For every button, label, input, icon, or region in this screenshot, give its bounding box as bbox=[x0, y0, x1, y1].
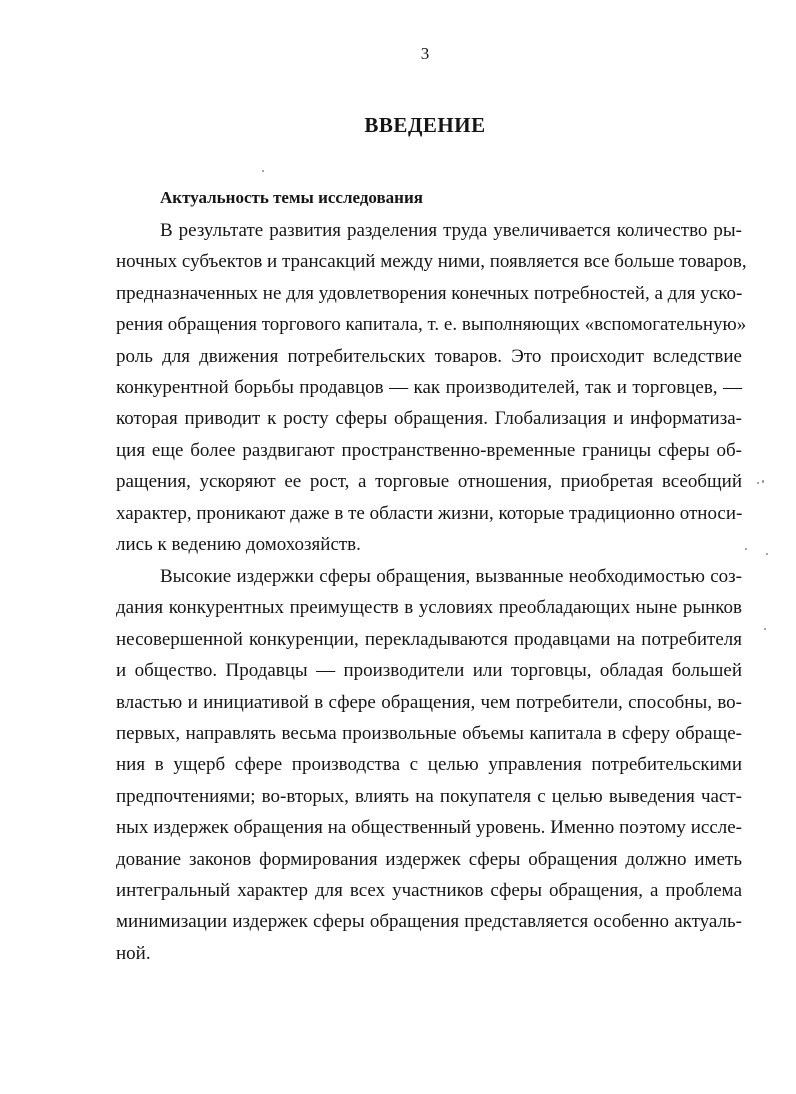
text-line: лись к ведению домохозяйств. bbox=[116, 533, 361, 555]
text-line: предназначенных не для удовлетворения конечных потребностей, а для уско- bbox=[116, 282, 743, 304]
text-line: ных издержек обращения на общественный уровень. Именно поэтому иссле- bbox=[116, 817, 742, 839]
text-line: интегральный характер для всех участников сферы обращения, а проблема bbox=[116, 879, 742, 901]
paragraph-1 bbox=[116, 215, 747, 560]
text-line: дания конкурентных преимуществ в условиях преобладающих ныне рынков bbox=[116, 597, 742, 619]
text-line: несовершенной конкуренции, перекладываются продавцами на потребителя bbox=[116, 628, 742, 650]
text-line: дование законов формирования издержек сферы обращения должно иметь bbox=[116, 848, 742, 870]
text-line: которая приводит к росту сферы обращения. Глобализация и информатиза- bbox=[116, 408, 742, 430]
text-line: характер, проникают даже в те области жизни, которые традиционно относи- bbox=[116, 502, 743, 524]
text-line: рения обращения торгового капитала, т. е. выполняющих «вспомогательную» bbox=[116, 314, 747, 336]
text-line: минимизации издержек сферы обращения представляется особенно актуаль- bbox=[116, 911, 742, 933]
scan-speck bbox=[745, 548, 747, 550]
text-line: первых, направлять весьма произвольные объемы капитала в сферу обраще- bbox=[116, 722, 742, 744]
scan-speck bbox=[764, 628, 766, 630]
text-line: В результате развития разделения труда увеличивается количество ры- bbox=[160, 220, 742, 241]
text-line: властью и инициативой в сфере обращения, чем потребители, способны, во- bbox=[116, 691, 742, 713]
text-line: конкурентной борьбы продавцов — как производителей, так и торговцев, — bbox=[116, 376, 742, 398]
page-number: 3 bbox=[420, 44, 430, 63]
text-line: ной. bbox=[116, 942, 151, 964]
text-line: предпочтениями; во-вторых, влиять на покупателя с целью выведения част- bbox=[116, 785, 742, 807]
page-title: ВВЕДЕНИЕ bbox=[364, 113, 486, 137]
section-heading: Актуальность темы исследования bbox=[160, 188, 423, 207]
text-line: и общество. Продавцы — производители или торговцы, обладая большей bbox=[116, 660, 742, 682]
scan-speck bbox=[766, 553, 768, 555]
paragraph-2 bbox=[116, 561, 742, 969]
text-line: роль для движения потребительских товаров. Это происходит вследствие bbox=[116, 345, 742, 367]
scan-speck bbox=[762, 480, 764, 483]
scan-speck bbox=[757, 482, 759, 484]
text-line: ция еще более раздвигают пространственно-временные границы сферы об- bbox=[116, 439, 742, 461]
text-line: ночных субъектов и трансакций между ними, появляется все больше товаров, bbox=[116, 251, 747, 273]
text-line: ращения, ускоряют ее рост, а торговые отношения, приобретая всеобщий bbox=[116, 471, 742, 493]
text-line: Высокие издержки сферы обращения, вызванные необходимостью соз- bbox=[160, 566, 742, 587]
scan-speck bbox=[262, 170, 264, 172]
text-line: ния в ущерб сфере производства с целью управления потребительскими bbox=[116, 754, 742, 776]
